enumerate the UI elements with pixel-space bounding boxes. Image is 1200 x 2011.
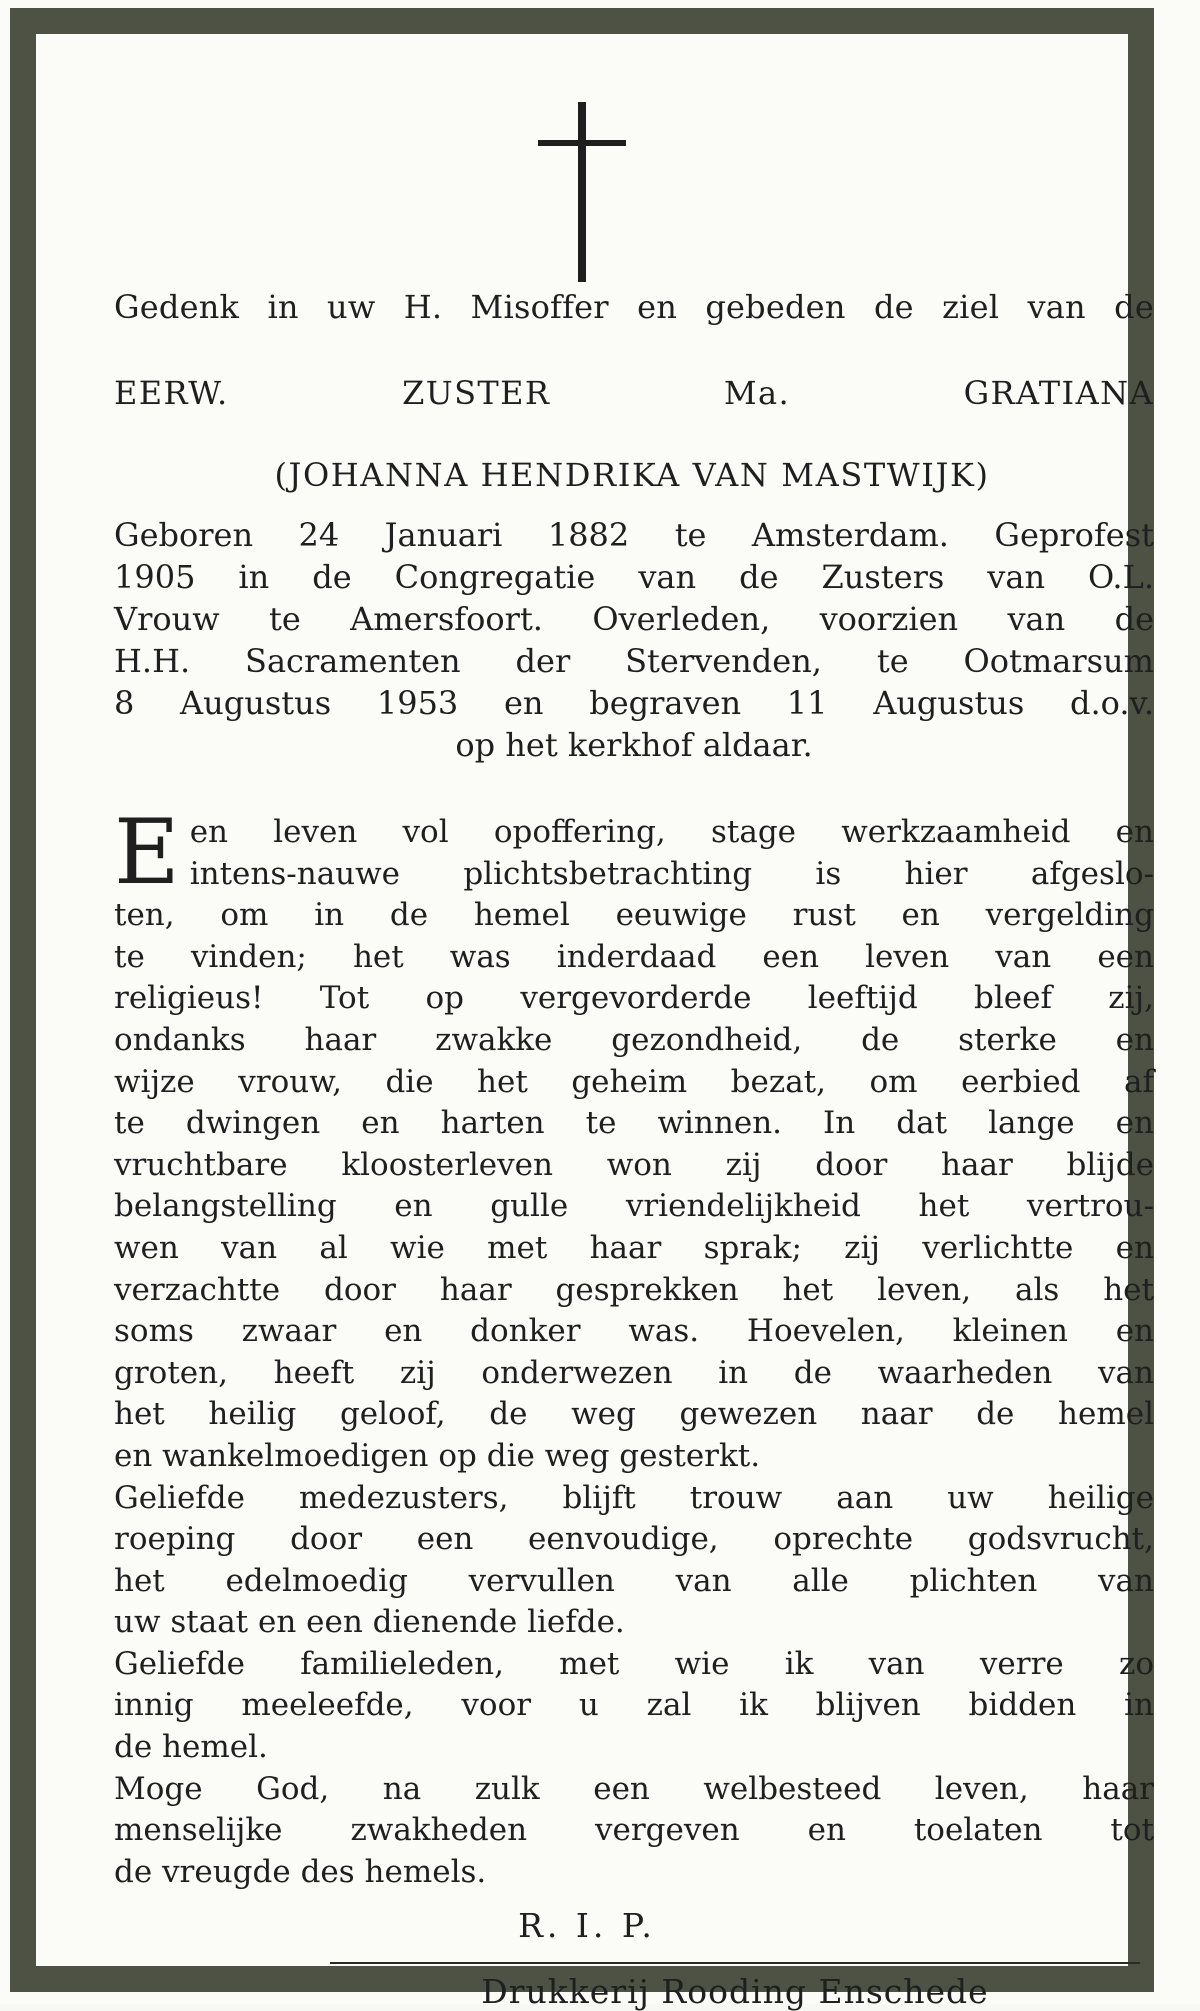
- eulogy-line: soms zwaar en donker was. Hoevelen, kleinen en: [114, 1313, 1154, 1350]
- eulogy-line: vruchtbare kloosterleven won zij door haar blijde: [114, 1146, 1154, 1183]
- eulogy-line: en leven vol opoffering, stage werkzaamheid en: [189, 814, 1154, 850]
- eulogy-line: wen van al wie met haar sprak; zij verlichtte en: [114, 1229, 1154, 1266]
- eulogy-line: de hemel.: [114, 1729, 268, 1766]
- eulogy-line: ten, om in de hemel eeuwige rust en vergelding: [114, 897, 1154, 934]
- eulogy-line: de vreugde des hemels.: [114, 1853, 487, 1890]
- bio-line: H.H. Sacramenten der Stervenden, te Ootmarsum: [114, 642, 1154, 680]
- eulogy-line: Geliefde familieleden, met wie ik van verre zo: [114, 1645, 1154, 1682]
- eulogy-line: het heilig geloof, de weg gewezen naar de hemel: [114, 1396, 1154, 1433]
- eulogy-line: roeping door een eenvoudige, oprechte godsvrucht,: [114, 1521, 1154, 1558]
- eulogy-line: innig meeleefde, voor u zal ik blijven bidden in: [114, 1687, 1154, 1724]
- bio-line: Vrouw te Amersfoort. Overleden, voorzien van de: [114, 600, 1154, 638]
- eulogy-line: te vinden; het was inderdaad een leven van een: [114, 938, 1154, 975]
- eulogy-line: intens-nauwe plichtsbetrachting is hier afgeslo-: [189, 855, 1154, 892]
- eulogy-line: verzachtte door haar gesprekken het leven, als het: [114, 1271, 1154, 1308]
- eulogy-line: uw staat en een dienende liefde.: [114, 1604, 625, 1641]
- eulogy-line: religieus! Tot op vergevorderde leeftijd bleef zij,: [114, 980, 1154, 1017]
- bio-line: Geboren 24 Januari 1882 te Amsterdam. Geprofest: [114, 516, 1154, 554]
- eulogy-line: menselijke zwakheden vergeven en toelaten tot: [114, 1812, 1154, 1849]
- card-content: [62, 54, 1154, 2011]
- eulogy-line: ondanks haar zwakke gezondheid, de sterke en: [114, 1021, 1154, 1058]
- bio-line: 8 Augustus 1953 en begraven 11 Augustus d.o.v.: [114, 684, 1154, 722]
- cross-icon: [532, 102, 632, 282]
- bio-line: op het kerkhof aldaar.: [455, 726, 813, 764]
- biography: [114, 514, 1154, 766]
- invocation: Gedenk in uw H. Misoffer en gebeden de ziel van de: [114, 288, 1154, 326]
- eulogy: [114, 800, 1154, 1893]
- rip-closing: R. I. P.: [518, 1906, 656, 1945]
- eulogy-line: belangstelling en gulle vriendelijkheid het vertrou-: [114, 1188, 1154, 1225]
- deceased-name: EERW. ZUSTER Ma. GRATIANA: [114, 374, 1154, 412]
- bio-line: 1905 in de Congregatie van de Zusters van O.L.: [114, 558, 1154, 596]
- eulogy-line: Moge God, na zulk een welbesteed leven, haar: [114, 1770, 1154, 1807]
- eulogy-line: en wankelmoedigen op die weg gesterkt.: [114, 1437, 761, 1474]
- eulogy-line: het edelmoedig vervullen van alle plichten van: [114, 1562, 1154, 1599]
- drop-cap: E: [114, 800, 180, 905]
- eulogy-line: te dwingen en harten te winnen. In dat lange en: [114, 1105, 1154, 1142]
- birth-name: (JOHANNA HENDRIKA VAN MASTWIJK): [274, 456, 990, 494]
- eulogy-line: Geliefde medezusters, blijft trouw aan uw heilige: [114, 1479, 1154, 1516]
- printer-imprint: Drukkerij Rooding Enschede: [481, 1972, 989, 2011]
- eulogy-line: groten, heeft zij onderwezen in de waarheden van: [114, 1354, 1154, 1391]
- eulogy-line: wijze vrouw, die het geheim bezat, om eerbied af: [114, 1063, 1154, 1100]
- divider-rule: [330, 1962, 1140, 1964]
- card-border: [10, 8, 1154, 2011]
